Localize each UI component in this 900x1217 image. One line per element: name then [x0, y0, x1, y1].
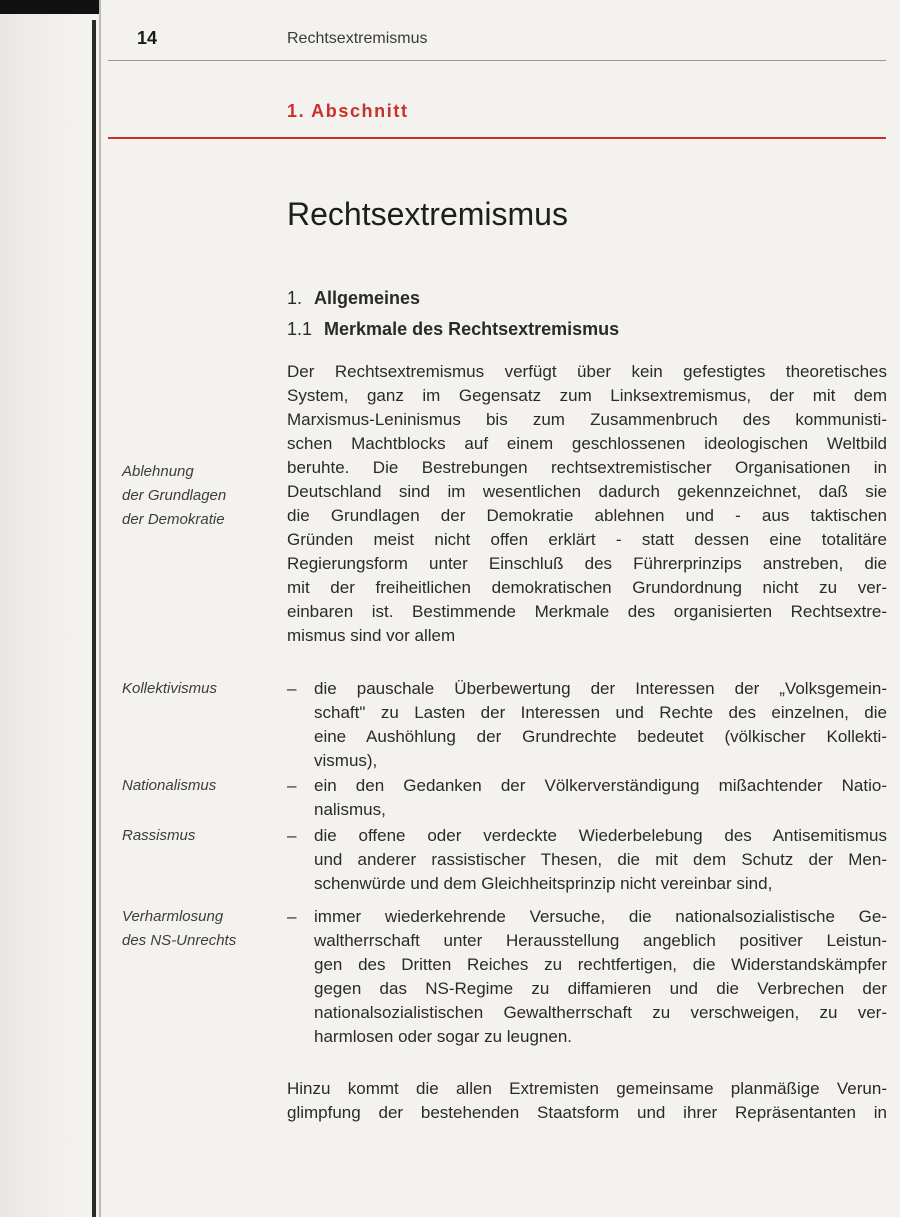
paragraph-line: mismus sind vor allem: [287, 626, 456, 645]
paragraph-line: schen Machtblocks auf einem geschlossenen ideologischen Weltbild: [287, 434, 887, 453]
paragraph-line: beruhte. Die Bestrebungen rechtsextremistischer Organisationen in: [287, 458, 887, 477]
list-dash: –: [287, 679, 297, 698]
margin-note-rassismus: [122, 824, 282, 848]
heading-number: 1.: [287, 288, 303, 308]
paragraph-line: die Grundlagen der Demokratie ablehnen und - aus taktischen: [287, 506, 887, 525]
section-label: 1. Abschnitt: [287, 101, 409, 121]
list-item-line: immer wiederkehrende Versuche, die nationalsozialistische Ge-: [314, 907, 887, 926]
list-item-line: schaft" zu Lasten der Interessen und Rechte des einzelnen, die: [314, 703, 887, 722]
list-item-line: nalismus,: [314, 800, 386, 819]
intro-paragraph: [287, 360, 887, 648]
margin-note-verharmlosung: [122, 905, 282, 953]
book-binding-shadow: [0, 0, 92, 1217]
page-number: 14: [137, 28, 158, 48]
margin-note-line: Nationalismus: [122, 777, 217, 794]
chapter-title: Rechtsextremismus: [287, 196, 568, 232]
running-title: Rechtsextremismus: [287, 30, 428, 47]
list-dash: –: [287, 776, 297, 795]
paragraph-line: Hinzu kommt die allen Extremisten gemeinsame planmäßige Verun-: [287, 1079, 887, 1098]
heading-number: 1.1: [287, 319, 313, 339]
margin-note-line: der Grundlagen: [122, 487, 227, 504]
paragraph-line: Gründen meist nicht offen erklärt - statt dessen eine totalitäre: [287, 530, 887, 549]
heading-allgemeines: [287, 288, 420, 309]
list-item-line: und anderer rassistischer Thesen, die mit dem Schutz der Men-: [314, 850, 887, 869]
paragraph-line: einbaren ist. Bestimmende Merkmale des organisierten Rechtsextre-: [287, 602, 887, 621]
margin-note-line: Ablehnung: [122, 463, 194, 480]
closing-paragraph: [287, 1077, 887, 1125]
paragraph-line: Deutschland sind im wesentlichen dadurch gekennzeichnet, daß sie: [287, 482, 887, 501]
binding-edge-inner: [99, 0, 101, 1217]
list-item-line: die pauschale Überbewertung der Interessen der „Volksgemein-: [314, 679, 887, 698]
heading-merkmale: [287, 319, 619, 340]
paragraph-line: glimpfung der bestehenden Staatsform und ihrer Repräsentanten in: [287, 1103, 887, 1122]
scan-corner-mark: [0, 0, 100, 14]
list-dash: –: [287, 907, 297, 926]
list-item-line: ein den Gedanken der Völkerverständigung mißachtender Natio-: [314, 776, 887, 795]
heading-text: Merkmale des Rechtsextremismus: [324, 319, 620, 339]
margin-note-line: Rassismus: [122, 827, 196, 844]
list-item-line: waltherrschaft unter Herausstellung angeblich positiver Leistun-: [314, 931, 887, 950]
margin-note-kollektivismus: [122, 677, 282, 701]
margin-note-line: Kollektivismus: [122, 680, 218, 697]
list-item-line: die offene oder verdeckte Wiederbelebung des Antisemitismus: [314, 826, 887, 845]
list-item-line: schenwürde und dem Gleichheitsprinzip nicht vereinbar sind,: [314, 874, 773, 893]
paragraph-line: System, ganz im Gegensatz zum Linksextremismus, der mit dem: [287, 386, 887, 405]
list-item-line: nationalsozialistischen Gewaltherrschaft zu verschweigen, zu ver-: [314, 1003, 887, 1022]
list-item-line: vismus),: [314, 751, 378, 770]
margin-note-line: der Demokratie: [122, 511, 225, 528]
margin-note-line: Verharmlosung: [122, 908, 224, 925]
paragraph-line: Regierungsform unter Einschluß des Führerprinzips anstreben, die: [287, 554, 887, 573]
binding-edge: [92, 20, 96, 1217]
paragraph-line: mit der freiheitlichen demokratischen Grundordnung nicht zu ver-: [287, 578, 887, 597]
header-rule: [108, 60, 886, 61]
paragraph-line: Marxismus-Leninismus bis zum Zusammenbruch des kommunisti-: [287, 410, 887, 429]
section-rule: [108, 137, 886, 139]
list-item-line: gen des Dritten Reiches zu rechtfertigen, die Widerstandskämpfer: [314, 955, 887, 974]
margin-note-nationalismus: [122, 774, 282, 798]
margin-note-line: des NS-Unrechts: [122, 932, 237, 949]
list-item-line: gegen das NS-Regime zu diffamieren und die Verbrechen der: [314, 979, 887, 998]
paragraph-line: Der Rechtsextremismus verfügt über kein gefestigtes theoretisches: [287, 362, 887, 381]
list-dash: –: [287, 826, 297, 845]
heading-text: Allgemeines: [314, 288, 421, 308]
list-item-line: harmlosen oder sogar zu leugnen.: [314, 1027, 572, 1046]
margin-note-ablehnung: [122, 460, 282, 532]
list-item-line: eine Aushöhlung der Grundrechte bedeutet (völkischer Kollekti-: [314, 727, 887, 746]
